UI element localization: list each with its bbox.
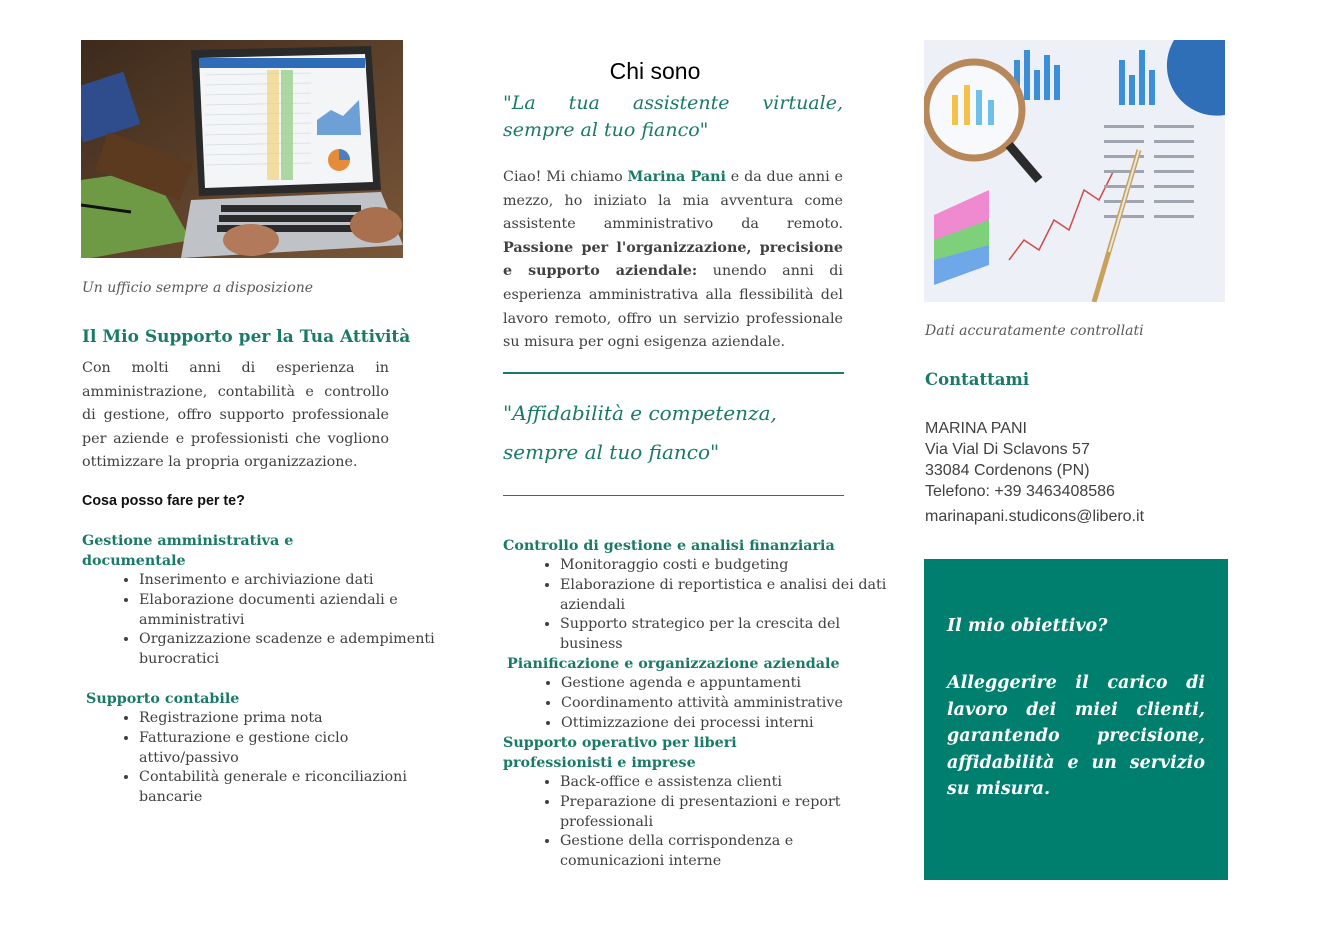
contact-heading: Contattami	[925, 370, 1030, 389]
section-title-contabile: Supporto contabile	[86, 691, 240, 707]
about-title: Chi sono	[609, 58, 701, 84]
bio-name: Marina Pani	[627, 169, 726, 185]
list-item: • Coordinamento attività amministrative	[561, 694, 901, 714]
list-item: • Contabilità generale e riconciliazioni bancarie	[139, 768, 439, 808]
list-item: • Elaborazione documenti aziendali e amministrativi	[139, 591, 439, 631]
bio-text: e da due anni e mezzo, ho iniziato la mia avventura come assistente amministrativo da remoto.	[503, 169, 843, 233]
contact-name: MARINA PANI	[925, 420, 1027, 437]
list-operativo	[503, 773, 900, 872]
goal-box	[924, 559, 1228, 880]
section-title-operativo: Supporto operativo per liberi professionisti e imprese	[503, 735, 737, 771]
list-pianificazione	[504, 674, 901, 733]
divider	[503, 495, 844, 496]
list-gestione	[82, 571, 439, 670]
list-item: • Ottimizzazione dei processi interni	[561, 714, 901, 734]
list-item: • Inserimento e archiviazione dati	[139, 571, 439, 591]
contact-email: marinapani.studicons@libero.it	[925, 508, 1145, 525]
left-image-caption: Un ufficio sempre a disposizione	[82, 280, 314, 296]
services-question: Cosa posso fare per te?	[82, 493, 245, 509]
goal-text: Alleggerire il carico di lavoro dei miei clienti, garantendo precisione, affidabilità e un servizio su misura.	[947, 673, 1205, 799]
list-item: • Organizzazione scadenze e adempimenti burocratici	[139, 630, 439, 670]
list-controllo	[503, 556, 900, 655]
list-item: • Back-office e assistenza clienti	[560, 773, 900, 793]
section-title-pianificazione: Pianificazione e organizzazione aziendale	[507, 656, 840, 672]
section-title-controllo: Controllo di gestione e analisi finanziaria	[503, 538, 835, 554]
bio-text: Ciao! Mi chiamo	[503, 169, 628, 185]
list-item: • Registrazione prima nota	[139, 709, 439, 729]
list-item: • Gestione agenda e appuntamenti	[561, 674, 901, 694]
laptop-spreadsheet-photo	[81, 40, 403, 258]
contact-city: 33084 Cordenons (PN)	[925, 462, 1090, 479]
bio-text: unendo anni di esperienza amministrativa alla flessibilità del lavoro remoto, offro un servizio professionale su misura per ogni esigenza aziendale.	[503, 263, 843, 351]
motto-quote: "Affidabilità e competenza, sempre al tuo fianco"	[503, 401, 777, 464]
list-item: • Supporto strategico per la crescita del business	[560, 615, 900, 655]
bio-bold-text: Passione per l'organizzazione, precisione e supporto aziendale:	[503, 239, 843, 280]
contact-block	[925, 418, 1144, 527]
list-item: • Monitoraggio costi e budgeting	[560, 556, 900, 576]
list-item: • Fatturazione e gestione ciclo attivo/passivo	[139, 729, 439, 769]
tagline-line-2: sempre al tuo fianco"	[503, 119, 709, 141]
support-heading: Il Mio Supporto per la Tua Attività	[82, 327, 411, 347]
goal-question: Il mio obiettivo?	[947, 616, 1108, 636]
list-item: • Elaborazione di reportistica e analisi dei dati aziendali	[560, 576, 900, 616]
support-intro: Con molti anni di esperienza in amministrazione, contabilità e controllo di gestione, offro supporto professionale per aziende e professionisti che vogliono ottimizzare la propria organizzazione.	[82, 360, 389, 471]
list-contabile	[82, 709, 439, 808]
list-item: • Preparazione di presentazioni e report professionali	[560, 793, 900, 833]
contact-phone: Telefono: +39 3463408586	[925, 483, 1115, 500]
financial-charts-photo	[924, 40, 1225, 302]
tagline-line-1: "La tua assistente virtuale,	[503, 92, 843, 114]
contact-street: Via Vial Di Sclavons 57	[925, 441, 1090, 458]
section-title-gestione: Gestione amministrativa e documentale	[82, 533, 294, 569]
divider	[503, 372, 844, 374]
right-image-caption: Dati accuratamente controllati	[925, 323, 1144, 339]
bio-paragraph	[503, 166, 843, 355]
list-item: • Gestione della corrispondenza e comunicazioni interne	[560, 832, 900, 872]
